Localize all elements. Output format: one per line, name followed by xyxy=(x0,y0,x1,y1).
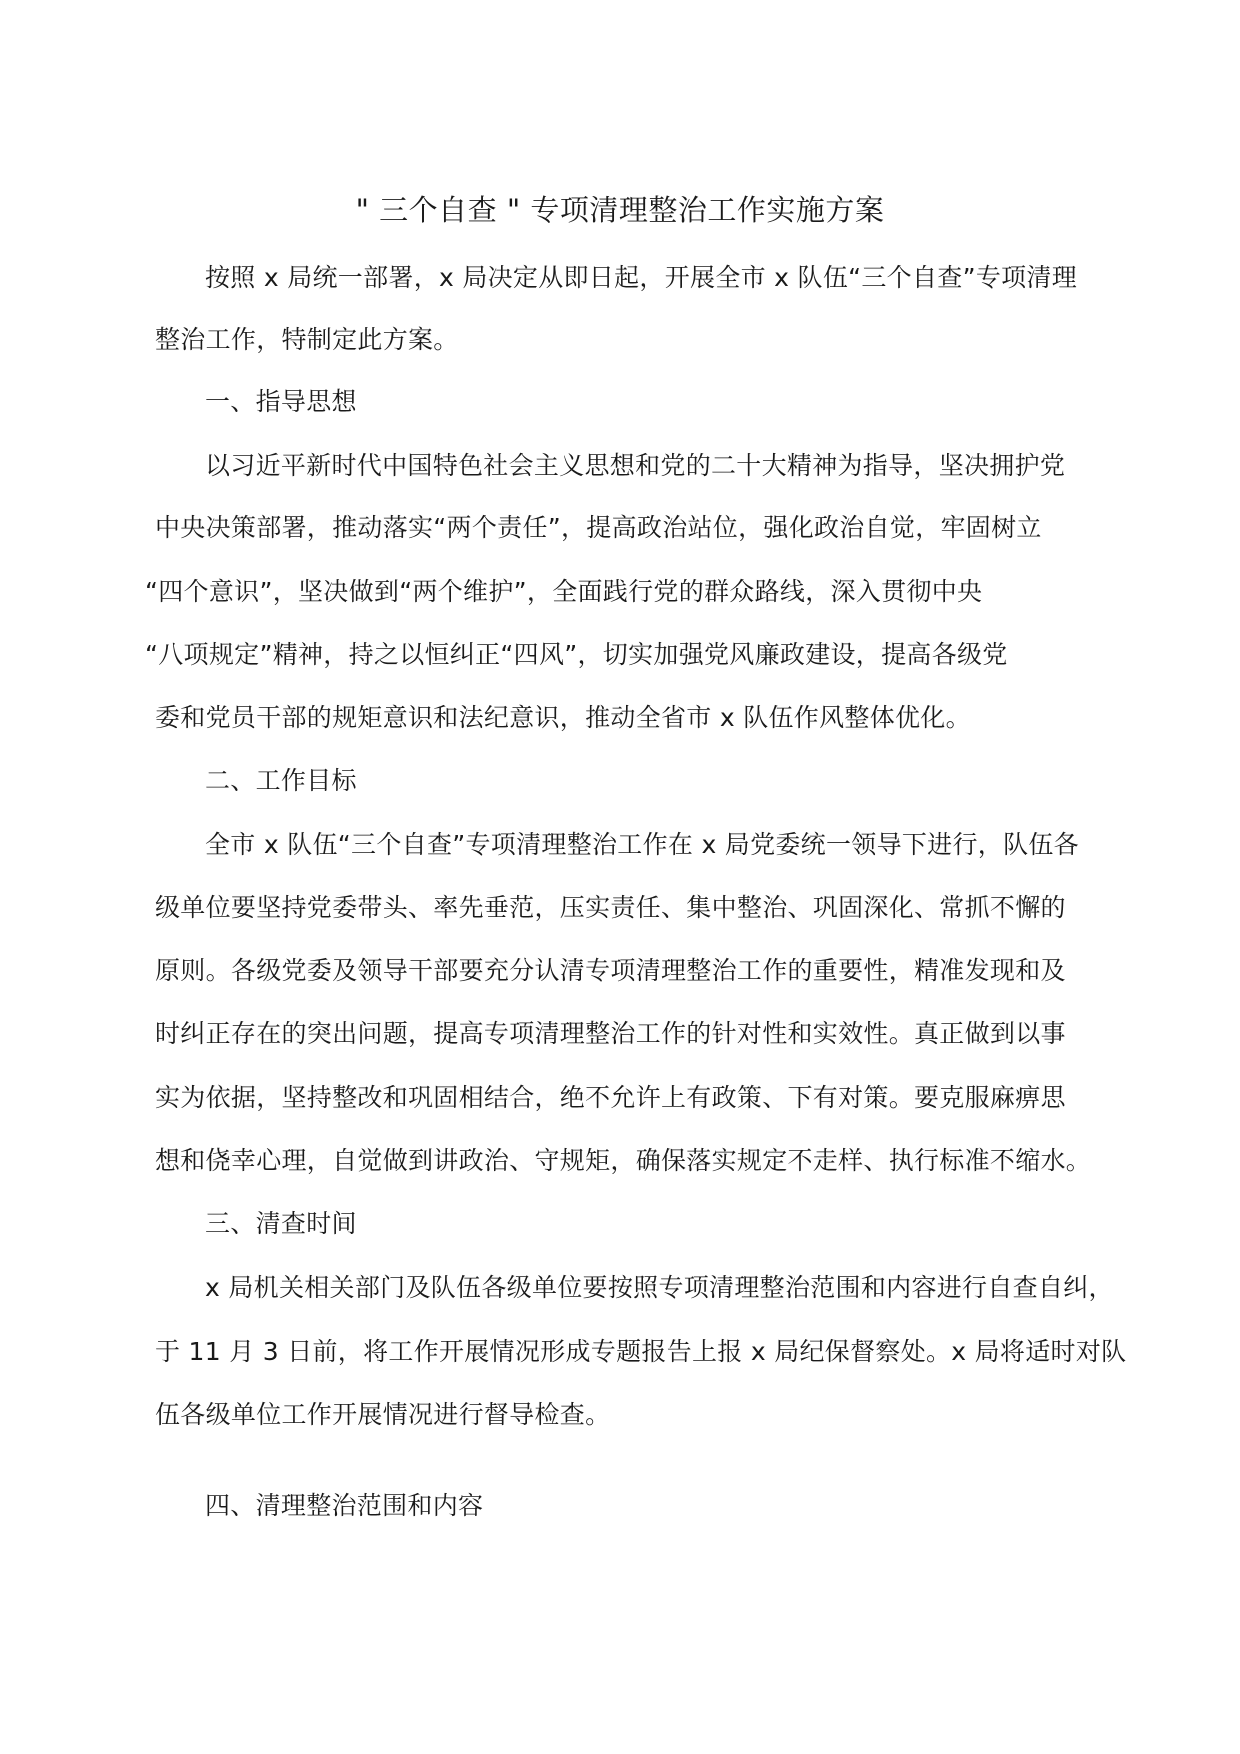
paragraph-line: 实为依据，坚持整改和巩固相结合，绝不允许上有政策、下有对策。要克服麻痹思 xyxy=(155,1083,1066,1112)
section-heading-1: 一、指导思想 xyxy=(205,387,357,416)
paragraph-line: “八项规定”精神，持之以恒纠正“四风”，切实加强党风廉政建设，提高各级党 xyxy=(145,640,1008,669)
paragraph-line: 伍各级单位工作开展情况进行督导检查。 xyxy=(155,1400,611,1429)
paragraph-line: 中央决策部署，推动落实“两个责任”，提高政治站位，强化政治自觉，牢固树立 xyxy=(155,513,1042,542)
paragraph-line: 以习近平新时代中国特色社会主义思想和党的二十大精神为指导，坚决拥护党 xyxy=(205,451,1066,480)
paragraph-line: 原则。各级党委及领导干部要充分认清专项清理整治工作的重要性，精准发现和及 xyxy=(155,956,1066,985)
document-title: " 三个自查 " 专项清理整治工作实施方案 xyxy=(355,193,885,227)
section-heading-4: 四、清理整治范围和内容 xyxy=(205,1491,484,1520)
section-heading-2: 二、工作目标 xyxy=(205,766,357,795)
paragraph-line: 级单位要坚持党委带头、率先垂范，压实责任、集中整治、巩固深化、常抓不懈的 xyxy=(155,893,1066,922)
paragraph-line: x 局机关相关部门及队伍各级单位要按照专项清理整治范围和内容进行自查自纠， xyxy=(205,1273,1114,1302)
paragraph-line: 于 11 月 3 日前，将工作开展情况形成专题报告上报 x 局纪保督察处。x 局将适时对队 xyxy=(155,1337,1127,1366)
paragraph-line: 全市 x 队伍“三个自查”专项清理整治工作在 x 局党委统一领导下进行，队伍各 xyxy=(205,830,1079,859)
paragraph-line: 整治工作，特制定此方案。 xyxy=(155,325,459,354)
paragraph-line: “四个意识”，坚决做到“两个维护”，全面践行党的群众路线，深入贯彻中央 xyxy=(145,577,983,606)
paragraph-line: 委和党员干部的规矩意识和法纪意识，推动全省市 x 队伍作风整体优化。 xyxy=(155,703,971,732)
paragraph-line: 按照 x 局统一部署，x 局决定从即日起，开展全市 x 队伍“三个自查”专项清理 xyxy=(205,263,1078,292)
section-heading-3: 三、清查时间 xyxy=(205,1209,357,1238)
paragraph-line: 想和侥幸心理，自觉做到讲政治、守规矩，确保落实规定不走样、执行标准不缩水。 xyxy=(155,1146,1092,1175)
paragraph-line: 时纠正存在的突出问题，提高专项清理整治工作的针对性和实效性。真正做到以事 xyxy=(155,1019,1066,1048)
